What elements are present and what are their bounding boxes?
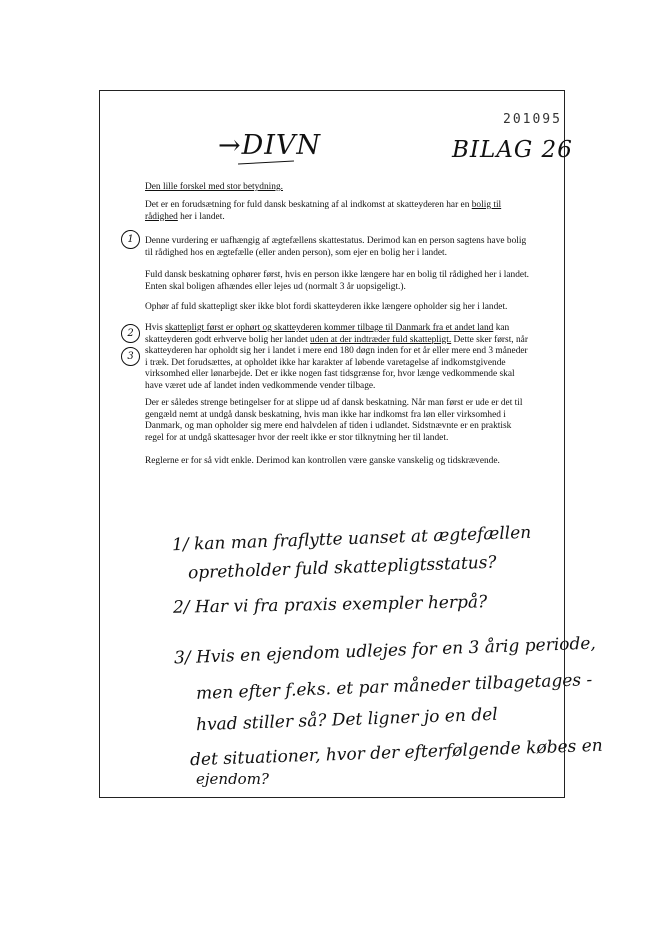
margin-mark-1: 1 bbox=[121, 230, 140, 249]
paragraph-3 bbox=[145, 270, 531, 293]
paragraph-1 bbox=[145, 200, 531, 223]
paragraph-5 bbox=[145, 323, 531, 392]
paragraph-7-text: Reglerne er for så vidt enkle. Derimod kan kontrollen være ganske vanskelig og tidskrævende. bbox=[145, 456, 500, 466]
handwritten-note-line-8: ejendom? bbox=[196, 770, 269, 788]
document-stamp-number: 201095 bbox=[503, 112, 562, 127]
paragraph-5-text: Hvis bbox=[145, 323, 166, 333]
paragraph-5-text-mid: kan skatteyderen godt erhverve bolig her landet bbox=[145, 323, 510, 345]
handwritten-note-line-5: men efter f.eks. et par måneder tilbagetages - bbox=[195, 670, 593, 704]
paragraph-5-text-end: Dette sker først, når skatteyderen har opholdt sig her i landet i mere end 180 døgn inden for et år eller mere end 3 måneder i træk. Det forudsættes, at opholdet ikke har karakter af løbende varetagelse af indkomstgivende virksomhed eller lønarbejde. Det er ikke nogen fast tidsgrænse for, hvor længe vedkommende skal have været ude af landet inden vedkommende vender tilbage. bbox=[145, 334, 528, 391]
handwritten-note-line-6: hvad stiller så? Det ligner jo en del bbox=[195, 704, 498, 736]
handwritten-note-line-7: det situationer, hvor der efterfølgende købes en bbox=[189, 735, 604, 771]
paragraph-1-text: Det er en forudsætning for fuld dansk beskatning af al indkomst at skatteyderen har en bbox=[145, 200, 472, 210]
handwritten-note-line-1: 1/ kan man fraflytte uanset at ægtefællen bbox=[171, 522, 532, 556]
paragraph-1-text-end: her i landet. bbox=[177, 211, 225, 222]
margin-mark-2: 2 bbox=[121, 324, 140, 343]
handwritten-note-line-3: 2/ Har vi fra praxis exempler herpå? bbox=[172, 592, 488, 618]
paragraph-1-underlined: bolig til rådighed bbox=[145, 200, 502, 222]
paragraph-5-underlined-1: skattepligt først er ophørt og skatteyderen kommer tilbage til Danmark fra et andet land bbox=[165, 323, 494, 333]
paragraph-6-text: Der er således strenge betingelser for at slippe ud af dansk beskatning. Når man først er ude er det til gengæld nemt at undgå dansk beskatning, hvis man ikke har indkomst fra løn eller virksomhed i Danmark, og man opholder sig mere end halvdelen af tiden i udlandet. Sidstnævnte er en praktisk regel for at undgå skattesager hvor der reelt ikke er stor tilknytning her til landet. bbox=[145, 398, 523, 443]
handwritten-header-right: BILAG 26 bbox=[452, 137, 573, 163]
handwritten-note-line-4: 3/ Hvis en ejendom udlejes for en 3 årig periode, bbox=[173, 633, 597, 669]
paragraph-6 bbox=[145, 398, 531, 444]
paragraph-2-text: Denne vurdering er uafhængig af ægtefællens skattestatus. Derimod kan en person sagtens have bolig til rådighed hos en ægtefælle (eller anden person), som ejer en bolig her i landet. bbox=[145, 236, 527, 258]
paragraph-7 bbox=[145, 456, 531, 468]
handwritten-header-left: →DIVN bbox=[218, 130, 322, 161]
handwritten-note-line-2: opretholder fuld skattepligtsstatus? bbox=[187, 552, 497, 584]
document-heading: Den lille forskel med stor betydning. bbox=[145, 182, 283, 192]
margin-mark-3: 3 bbox=[121, 347, 140, 366]
paragraph-4-text: Ophør af fuld skattepligt sker ikke blot fordi skatteyderen ikke længere opholder sig her i landet. bbox=[145, 302, 508, 312]
paragraph-2 bbox=[145, 236, 531, 259]
paragraph-5-underlined-2: uden at der indtræder fuld skattepligt. bbox=[310, 334, 452, 345]
paragraph-3-text: Fuld dansk beskatning ophører først, hvis en person ikke længere har en bolig til rådighed her i landet. Enten skal boligen afhændes eller lejes ud (normalt 3 år uopsigeligt.). bbox=[145, 270, 530, 292]
paragraph-4 bbox=[145, 302, 531, 314]
